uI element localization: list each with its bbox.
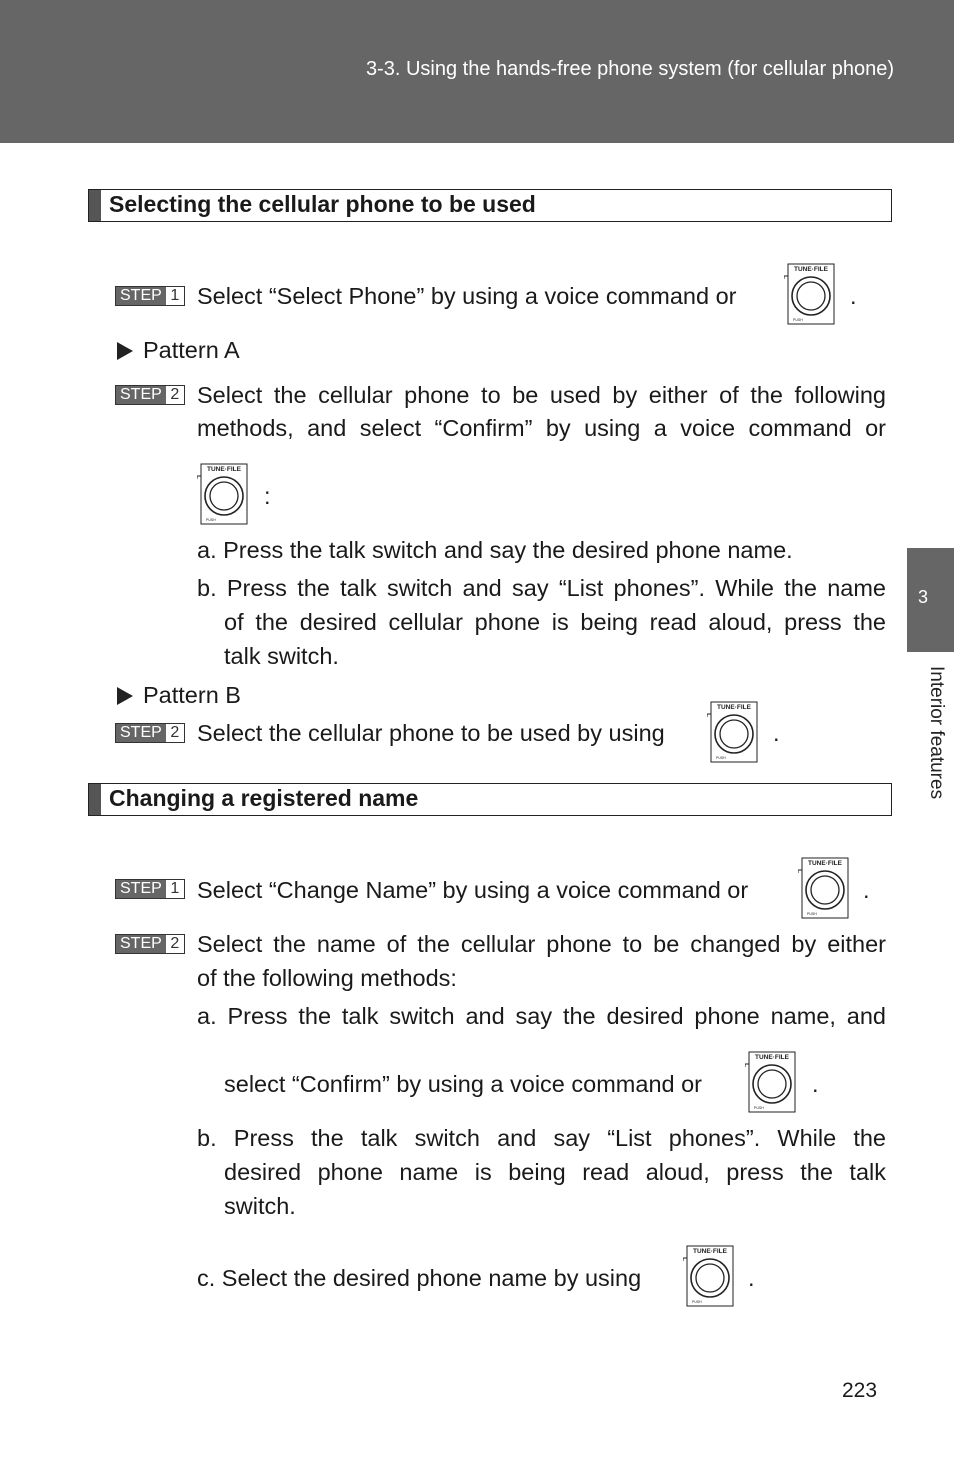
step-badge	[115, 879, 185, 899]
chapter-label: Interior features	[926, 666, 947, 800]
step-text-end: .	[850, 283, 857, 309]
chapter-number: 3	[917, 587, 928, 607]
tune-file-knob-icon	[798, 856, 850, 920]
step-badge	[115, 385, 185, 405]
step-label: STEP	[116, 287, 166, 305]
step-text: Select the name of the cellular phone to be changed by either	[197, 931, 886, 957]
list-item-cont: desired phone name is being read aloud, press the talk	[224, 1159, 886, 1185]
step-text: of the following methods:	[197, 965, 457, 991]
tune-file-knob-icon	[784, 262, 836, 326]
step-label: STEP	[116, 935, 166, 953]
step-text: methods, and select “Confirm” by using a voice command or	[197, 415, 886, 441]
step-label: STEP	[116, 386, 166, 404]
step-text-end: :	[264, 483, 271, 509]
list-item: b. Press the talk switch and say “List phones”. While the name	[197, 575, 886, 601]
page-header	[0, 0, 954, 143]
step-number: 2	[166, 935, 184, 953]
list-item: a. Press the talk switch and say the desired phone name, and	[197, 1003, 886, 1029]
step-number: 2	[166, 386, 184, 404]
header-title: 3-3. Using the hands-free phone system (for cellular phone)	[365, 58, 894, 80]
list-item: c. Select the desired phone name by using	[197, 1265, 642, 1291]
step-label: STEP	[116, 880, 166, 898]
list-item-cont: select “Confirm” by using a voice command or	[224, 1071, 703, 1097]
step-text: Select the cellular phone to be used by either of the following	[197, 382, 886, 408]
step-text-end: .	[812, 1071, 819, 1097]
step-text-end: .	[748, 1265, 755, 1291]
pattern-arrow-icon	[117, 342, 133, 360]
section-heading	[88, 783, 892, 816]
section-title: Selecting the cellular phone to be used	[109, 191, 536, 217]
list-item: a. Press the talk switch and say the desired phone name.	[197, 537, 793, 563]
step-label: STEP	[116, 724, 166, 742]
step-text-end: .	[773, 720, 780, 746]
list-item: b. Press the talk switch and say “List phones”. While the	[197, 1125, 886, 1151]
section-heading-accent	[89, 784, 101, 815]
tune-file-knob-icon	[683, 1244, 735, 1308]
tune-file-knob-icon	[197, 462, 249, 526]
step-number: 1	[166, 287, 184, 305]
pattern-label: Pattern A	[143, 337, 240, 363]
step-text: Select “Select Phone” by using a voice command or	[197, 283, 737, 309]
step-text: Select the cellular phone to be used by using	[197, 720, 665, 746]
step-number: 1	[166, 880, 184, 898]
list-item-cont: switch.	[224, 1193, 296, 1219]
section-heading-accent	[89, 190, 101, 221]
list-item-cont: talk switch.	[224, 643, 339, 669]
tune-file-knob-icon	[745, 1050, 797, 1114]
section-heading	[88, 189, 892, 222]
step-text: Select “Change Name” by using a voice command or	[197, 877, 749, 903]
step-text-end: .	[863, 877, 870, 903]
list-item-cont: of the desired cellular phone is being read aloud, press the	[224, 609, 886, 635]
page-number: 223	[842, 1379, 878, 1402]
step-badge	[115, 286, 185, 306]
pattern-label: Pattern B	[143, 682, 241, 708]
step-badge	[115, 934, 185, 954]
section-title: Changing a registered name	[109, 785, 419, 811]
step-number: 2	[166, 724, 184, 742]
tune-file-knob-icon	[707, 700, 759, 764]
pattern-arrow-icon	[117, 687, 133, 705]
chapter-tab	[907, 548, 954, 652]
step-badge	[115, 723, 185, 743]
